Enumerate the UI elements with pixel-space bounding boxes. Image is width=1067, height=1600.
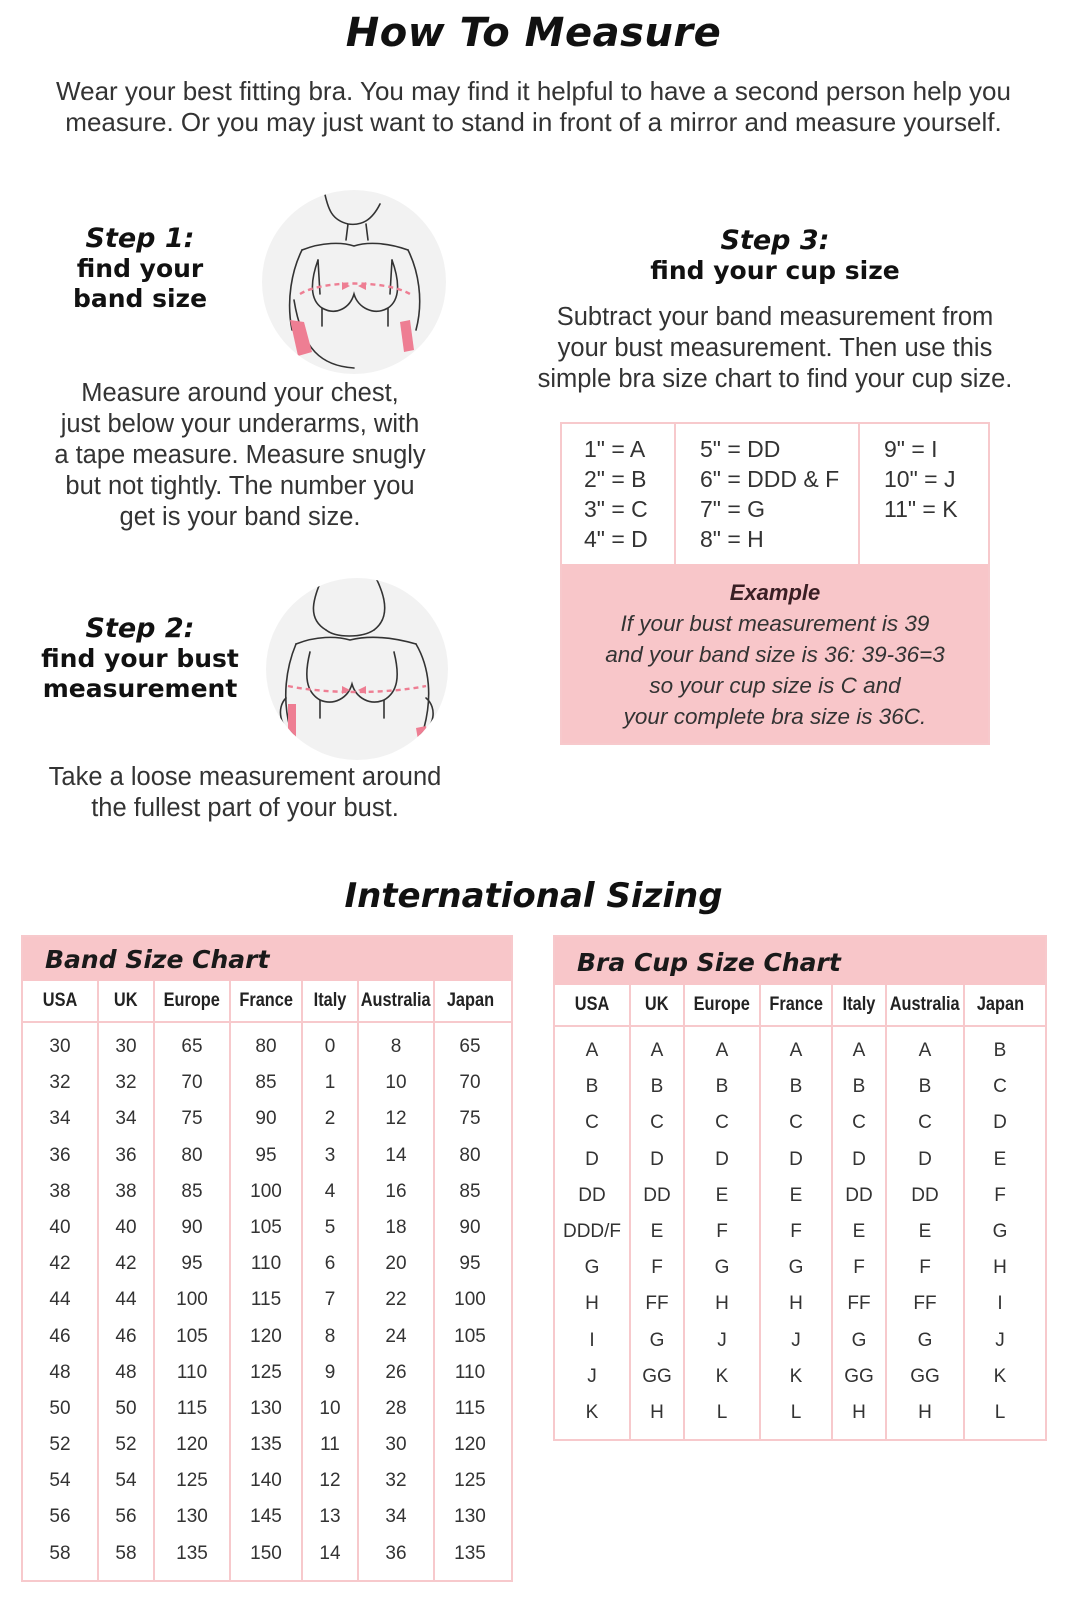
- cup-chart-title: Bra Cup Size Chart: [555, 937, 1045, 985]
- table-cell: L: [716, 1401, 728, 1423]
- table-cell: E: [715, 1184, 729, 1206]
- table-cell: FF: [847, 1293, 871, 1315]
- cup-conversion-column: [674, 424, 858, 564]
- table-cell: B: [650, 1076, 664, 1098]
- table-cell: D: [715, 1148, 729, 1170]
- table-cell: 12: [385, 1108, 407, 1130]
- table-cell: L: [790, 1401, 802, 1423]
- cup-conversion-box: [560, 422, 990, 745]
- table-cell: D: [585, 1148, 599, 1170]
- column-header: [301, 981, 357, 1021]
- cup-conversion-item: 3" = C: [584, 496, 648, 522]
- table-cell: 1: [324, 1072, 336, 1094]
- table-cell: 70: [459, 1072, 481, 1094]
- column-header: [433, 981, 505, 1021]
- table-cell: 135: [250, 1434, 282, 1456]
- table-cell: DDD/F: [562, 1220, 622, 1242]
- table-cell: 110: [250, 1253, 282, 1275]
- table-cell: 56: [115, 1506, 137, 1528]
- table-cell: 10: [385, 1072, 407, 1094]
- table-cell: 46: [115, 1325, 137, 1347]
- column-header: [629, 985, 683, 1025]
- table-column: [229, 1023, 301, 1580]
- table-cell: A: [918, 1040, 932, 1061]
- table-cell: 42: [115, 1253, 137, 1275]
- table-cell: H: [918, 1401, 932, 1423]
- table-cell: 10: [319, 1397, 341, 1419]
- step3-text-line: your bust measurement. Then use this: [557, 334, 993, 362]
- cup-conversion-item: 2" = B: [584, 466, 647, 492]
- bust-measure-illustration-icon: [266, 578, 448, 760]
- column-header: [357, 981, 433, 1021]
- cup-conversion-item: 1" = A: [584, 436, 646, 462]
- table-cell: 75: [181, 1108, 203, 1130]
- table-cell: 52: [115, 1434, 137, 1456]
- table-cell: F: [994, 1184, 1006, 1206]
- column-header: [885, 985, 963, 1025]
- column-header-label: Italy: [842, 994, 876, 1015]
- cup-conversion-column: [562, 424, 674, 564]
- table-cell: K: [993, 1365, 1007, 1387]
- table-cell: 115: [454, 1397, 486, 1419]
- table-cell: 95: [255, 1144, 277, 1166]
- table-cell: B: [993, 1040, 1007, 1061]
- table-cell: I: [589, 1329, 595, 1351]
- cup-conversion-grid: [562, 424, 988, 564]
- table-cell: 70: [181, 1072, 203, 1094]
- cup-conversion-column: [858, 424, 988, 564]
- table-cell: FF: [645, 1293, 669, 1315]
- table-cell: B: [852, 1076, 866, 1098]
- table-cell: 90: [181, 1216, 203, 1238]
- table-cell: 130: [176, 1506, 208, 1528]
- table-cell: 3: [324, 1144, 336, 1166]
- table-cell: H: [993, 1257, 1007, 1279]
- step1-heading-line: band size: [72, 284, 208, 313]
- page-title: How To Measure: [345, 10, 722, 56]
- step3-text-line: simple bra size chart to find your cup size.: [537, 365, 1013, 393]
- table-cell: 48: [49, 1361, 71, 1383]
- table-column: [963, 1027, 1035, 1439]
- table-cell: 90: [255, 1108, 277, 1130]
- table-cell: D: [918, 1148, 932, 1170]
- table-cell: 120: [176, 1434, 208, 1456]
- cup-conversion-item: 6" = DDD & F: [700, 466, 840, 492]
- table-cell: DD: [911, 1184, 939, 1206]
- table-cell: F: [716, 1220, 728, 1242]
- table-cell: 58: [49, 1542, 71, 1564]
- step1-text-line: just below your underarms, with: [60, 410, 420, 438]
- cup-conversion-item: 8" = H: [700, 526, 764, 552]
- table-cell: 115: [250, 1289, 282, 1311]
- table-cell: C: [993, 1076, 1007, 1098]
- table-cell: 30: [49, 1036, 71, 1057]
- table-cell: G: [992, 1220, 1008, 1242]
- table-cell: J: [717, 1329, 727, 1351]
- table-column: [97, 1023, 153, 1580]
- table-cell: 36: [385, 1542, 407, 1564]
- step2-heading-line: find your bust: [41, 644, 239, 673]
- cup-conversion-item: 4" = D: [584, 526, 648, 552]
- table-cell: 75: [459, 1108, 481, 1130]
- table-cell: 90: [459, 1216, 481, 1238]
- table-cell: C: [585, 1112, 599, 1134]
- table-cell: 38: [115, 1180, 137, 1202]
- column-header: [831, 985, 885, 1025]
- table-column: [629, 1027, 683, 1439]
- table-cell: C: [918, 1112, 932, 1134]
- table-column: [831, 1027, 885, 1439]
- step3-number: Step 3:: [720, 225, 830, 256]
- table-cell: 2: [324, 1108, 336, 1130]
- table-cell: DD: [578, 1184, 606, 1206]
- table-column: [433, 1023, 505, 1580]
- table-cell: F: [919, 1257, 931, 1279]
- table-cell: 14: [385, 1144, 407, 1166]
- table-cell: 8: [324, 1325, 336, 1347]
- table-cell: 13: [319, 1506, 341, 1528]
- column-header-label: France: [239, 990, 293, 1011]
- step2-number: Step 2:: [85, 613, 195, 644]
- column-header: [153, 981, 229, 1021]
- table-cell: E: [993, 1148, 1007, 1170]
- table-cell: 54: [115, 1470, 137, 1492]
- cup-conversion-item: 10" = J: [884, 466, 956, 492]
- table-cell: D: [993, 1112, 1007, 1134]
- column-header: [555, 985, 629, 1025]
- table-cell: 5: [324, 1216, 336, 1238]
- table-cell: 42: [49, 1253, 71, 1275]
- column-header: [963, 985, 1035, 1025]
- table-column: [153, 1023, 229, 1580]
- table-cell: GG: [642, 1365, 672, 1387]
- table-cell: GG: [910, 1365, 940, 1387]
- table-cell: J: [587, 1365, 597, 1387]
- band-size-chart: [21, 935, 513, 1582]
- table-cell: 125: [454, 1470, 486, 1492]
- table-cell: H: [715, 1293, 729, 1315]
- table-column: [301, 1023, 357, 1580]
- table-cell: 125: [250, 1361, 282, 1383]
- table-cell: H: [852, 1401, 866, 1423]
- table-cell: 32: [115, 1072, 137, 1094]
- step2-text-line: the fullest part of your bust.: [91, 794, 399, 822]
- table-cell: 110: [176, 1361, 208, 1383]
- table-cell: 85: [459, 1180, 481, 1202]
- column-header-label: Europe: [693, 994, 751, 1015]
- table-cell: 44: [115, 1289, 137, 1311]
- table-cell: H: [789, 1293, 803, 1315]
- table-cell: E: [918, 1220, 932, 1242]
- table-cell: 140: [250, 1470, 282, 1492]
- table-cell: G: [917, 1329, 933, 1351]
- column-header-label: Australia: [890, 994, 960, 1015]
- table-cell: B: [585, 1076, 599, 1098]
- table-cell: 50: [49, 1397, 71, 1419]
- table-cell: G: [851, 1329, 867, 1351]
- table-cell: 135: [176, 1542, 208, 1564]
- table-cell: 58: [115, 1542, 137, 1564]
- table-column: [683, 1027, 759, 1439]
- table-cell: 32: [385, 1470, 407, 1492]
- table-cell: 34: [385, 1506, 407, 1528]
- table-cell: GG: [844, 1365, 874, 1387]
- table-cell: 36: [115, 1144, 137, 1166]
- table-cell: DD: [643, 1184, 671, 1206]
- step3-heading-line: find your cup size: [650, 256, 900, 285]
- table-cell: 85: [181, 1180, 203, 1202]
- table-cell: 130: [250, 1397, 282, 1419]
- table-cell: 105: [176, 1325, 208, 1347]
- table-cell: 44: [49, 1289, 71, 1311]
- table-cell: B: [715, 1076, 729, 1098]
- table-cell: F: [853, 1257, 865, 1279]
- step3-text: [510, 302, 1040, 395]
- table-cell: 110: [454, 1361, 486, 1383]
- table-cell: 150: [250, 1542, 282, 1564]
- table-cell: H: [585, 1293, 599, 1315]
- step2-heading-line: measurement: [42, 674, 238, 703]
- column-header-label: France: [769, 994, 823, 1015]
- table-cell: G: [584, 1257, 600, 1279]
- table-cell: 9: [324, 1361, 336, 1383]
- table-cell: A: [650, 1040, 664, 1061]
- column-header-label: Italy: [313, 990, 347, 1011]
- table-column: [357, 1023, 433, 1580]
- table-cell: A: [585, 1040, 599, 1061]
- table-cell: C: [789, 1112, 803, 1134]
- table-cell: G: [714, 1257, 730, 1279]
- example-line: If your bust measurement is 39: [620, 611, 930, 636]
- table-cell: 6: [324, 1253, 336, 1275]
- cup-conversion-item: 5" = DD: [700, 436, 781, 462]
- table-cell: 120: [454, 1434, 486, 1456]
- table-cell: 125: [176, 1470, 208, 1492]
- example-panel: [562, 564, 988, 743]
- step1-text: [30, 378, 450, 533]
- step1-text-line: a tape measure. Measure snugly: [54, 441, 426, 469]
- table-cell: 54: [49, 1470, 71, 1492]
- example-line: and your band size is 36: 39-36=3: [605, 642, 945, 667]
- table-cell: C: [852, 1112, 866, 1134]
- table-cell: E: [789, 1184, 803, 1206]
- table-cell: 38: [49, 1180, 71, 1202]
- step1-number: Step 1:: [85, 223, 195, 254]
- table-cell: 120: [250, 1325, 282, 1347]
- table-cell: 65: [459, 1036, 481, 1057]
- column-header-label: Australia: [361, 990, 431, 1011]
- column-header-label: Europe: [163, 990, 221, 1011]
- table-cell: F: [651, 1257, 663, 1279]
- column-header: [683, 985, 759, 1025]
- step3-text-line: Subtract your band measurement from: [556, 303, 994, 331]
- table-cell: 36: [49, 1144, 71, 1166]
- table-cell: 28: [385, 1397, 407, 1419]
- example-title: Example: [729, 580, 821, 605]
- table-cell: 18: [385, 1216, 407, 1238]
- table-cell: 32: [49, 1072, 71, 1094]
- table-cell: H: [650, 1401, 664, 1423]
- cup-conversion-item: 7" = G: [700, 496, 766, 522]
- table-cell: K: [715, 1365, 729, 1387]
- table-cell: J: [995, 1329, 1005, 1351]
- table-cell: L: [994, 1401, 1006, 1423]
- table-cell: 26: [385, 1361, 407, 1383]
- column-header-label: UK: [114, 990, 138, 1011]
- table-cell: C: [715, 1112, 729, 1134]
- step1-heading: [40, 224, 240, 314]
- example-line: so your cup size is C and: [649, 673, 901, 698]
- cup-size-chart: [553, 935, 1047, 1441]
- column-header-label: USA: [42, 990, 78, 1011]
- column-header-label: Japan: [976, 994, 1024, 1015]
- table-cell: 46: [49, 1325, 71, 1347]
- table-cell: 20: [385, 1253, 407, 1275]
- table-cell: K: [585, 1401, 599, 1423]
- table-cell: G: [788, 1257, 804, 1279]
- table-cell: A: [715, 1040, 729, 1061]
- step3-heading: [550, 226, 1000, 286]
- table-cell: D: [789, 1148, 803, 1170]
- table-cell: 80: [181, 1144, 203, 1166]
- table-cell: 11: [320, 1434, 340, 1456]
- table-cell: K: [789, 1365, 803, 1387]
- band-chart-body: [23, 1023, 511, 1580]
- table-cell: 115: [176, 1397, 208, 1419]
- step2-text-line: Take a loose measurement around: [48, 763, 442, 791]
- column-header-label: USA: [574, 994, 610, 1015]
- international-title: International Sizing: [344, 876, 723, 916]
- table-cell: 56: [49, 1506, 71, 1528]
- cup-conversion-item: 9" = I: [884, 436, 938, 462]
- table-cell: 80: [459, 1144, 481, 1166]
- cup-chart-body: [555, 1027, 1045, 1439]
- table-cell: 100: [454, 1289, 486, 1311]
- table-cell: 85: [255, 1072, 277, 1094]
- table-cell: 95: [459, 1253, 481, 1275]
- table-cell: 22: [385, 1289, 407, 1311]
- table-cell: I: [997, 1293, 1003, 1315]
- table-cell: 7: [324, 1289, 336, 1311]
- table-cell: 105: [454, 1325, 486, 1347]
- table-cell: 130: [454, 1506, 486, 1528]
- table-cell: E: [852, 1220, 866, 1242]
- table-cell: 14: [319, 1542, 341, 1564]
- table-cell: 4: [324, 1180, 336, 1202]
- table-cell: J: [791, 1329, 801, 1351]
- table-cell: 80: [255, 1036, 277, 1057]
- example-line: your complete bra size is 36C.: [623, 704, 927, 729]
- table-cell: 40: [115, 1216, 137, 1238]
- table-cell: 34: [49, 1108, 71, 1130]
- table-column: [23, 1023, 97, 1580]
- table-cell: 135: [454, 1542, 486, 1564]
- table-cell: 48: [115, 1361, 137, 1383]
- table-column: [885, 1027, 963, 1439]
- table-cell: 30: [115, 1036, 137, 1057]
- table-cell: 30: [385, 1434, 407, 1456]
- table-cell: 34: [115, 1108, 137, 1130]
- table-cell: 16: [385, 1180, 407, 1202]
- step1-text-line: get is your band size.: [119, 503, 361, 531]
- cup-chart-header-row: [555, 985, 1045, 1027]
- intro-text: [20, 76, 1047, 138]
- table-cell: 8: [390, 1036, 402, 1057]
- table-cell: B: [918, 1076, 932, 1098]
- table-cell: F: [790, 1220, 802, 1242]
- table-cell: 0: [324, 1036, 336, 1057]
- table-cell: FF: [913, 1293, 937, 1315]
- column-header: [759, 985, 831, 1025]
- table-cell: D: [852, 1148, 866, 1170]
- column-header: [229, 981, 301, 1021]
- table-cell: 12: [319, 1470, 341, 1492]
- table-cell: DD: [845, 1184, 873, 1206]
- intro-line: Wear your best fitting bra. You may find it helpful to have a second person help you: [56, 76, 1011, 106]
- cup-conversion-item: 11" = K: [884, 496, 958, 522]
- step1-heading-line: find your: [76, 254, 204, 283]
- column-header-label: UK: [645, 994, 669, 1015]
- table-cell: 50: [115, 1397, 137, 1419]
- step1-text-line: but not tightly. The number you: [65, 472, 415, 500]
- table-cell: 24: [385, 1325, 407, 1347]
- table-column: [759, 1027, 831, 1439]
- table-cell: 65: [181, 1036, 203, 1057]
- table-cell: 40: [49, 1216, 71, 1238]
- column-header: [23, 981, 97, 1021]
- table-cell: D: [650, 1148, 664, 1170]
- band-chart-header-row: [23, 981, 511, 1023]
- step1-text-line: Measure around your chest,: [81, 379, 399, 407]
- table-cell: A: [789, 1040, 803, 1061]
- table-column: [555, 1027, 629, 1439]
- step2-heading: [30, 614, 250, 704]
- table-cell: E: [650, 1220, 664, 1242]
- table-cell: 100: [250, 1180, 282, 1202]
- table-cell: 100: [176, 1289, 208, 1311]
- column-header: [97, 981, 153, 1021]
- table-cell: A: [852, 1040, 866, 1061]
- band-chart-title: Band Size Chart: [23, 937, 511, 981]
- band-measure-illustration-icon: [262, 190, 446, 374]
- intro-line: measure. Or you may just want to stand in front of a mirror and measure yourself.: [65, 107, 1002, 137]
- table-cell: B: [789, 1076, 803, 1098]
- step2-text: [20, 762, 470, 824]
- table-cell: 105: [250, 1216, 282, 1238]
- table-cell: 52: [49, 1434, 71, 1456]
- table-cell: G: [649, 1329, 665, 1351]
- column-header-label: Japan: [446, 990, 494, 1011]
- table-cell: C: [650, 1112, 664, 1134]
- table-cell: 145: [250, 1506, 282, 1528]
- table-cell: 95: [181, 1253, 203, 1275]
